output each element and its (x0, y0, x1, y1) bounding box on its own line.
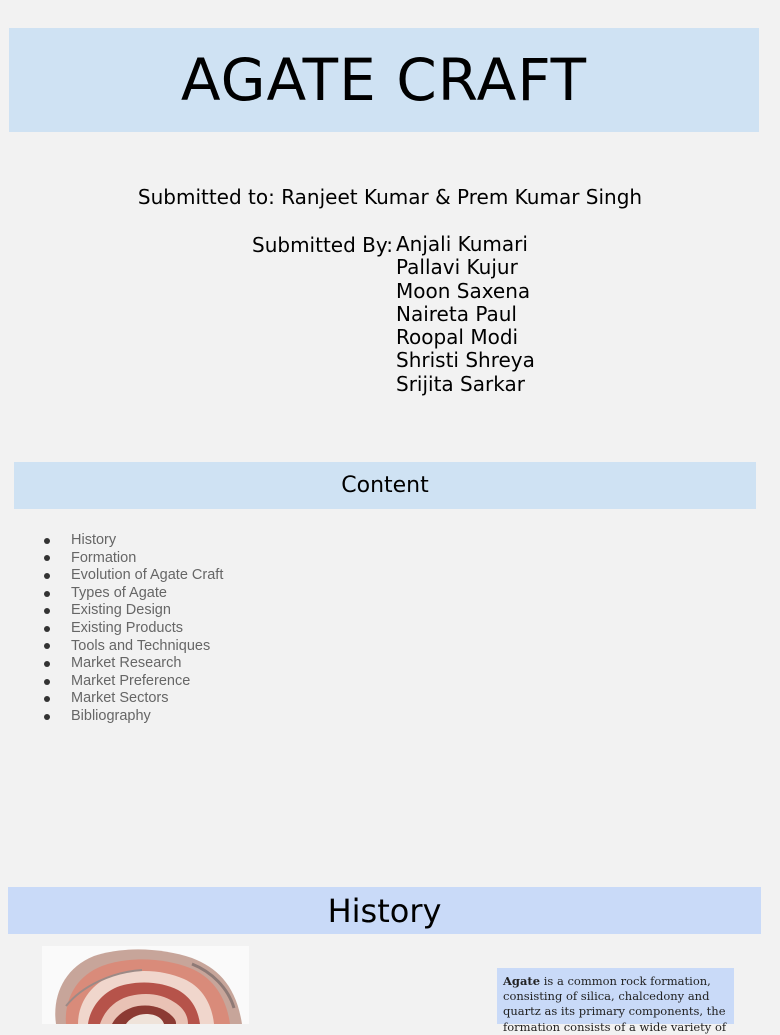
toc-item-label: Market Preference (71, 672, 191, 689)
bullet-icon (44, 573, 50, 579)
member-list (396, 233, 535, 396)
bullet-icon (44, 591, 50, 597)
agate-stone-illustration (42, 946, 249, 1024)
bullet-icon (44, 679, 50, 685)
toc-item-label: Existing Products (71, 619, 184, 636)
submitted-by-label: Submitted By: (252, 233, 393, 257)
agate-stone-image (42, 946, 249, 1024)
bullet-icon (44, 626, 50, 632)
history-text: is a common rock formation, consisting of silica, chalcedony and quartz as its primary components, the formation consists of a wide variety of (503, 974, 727, 1034)
toc-item-label: Tools and Techniques (71, 637, 211, 654)
history-paragraph (503, 974, 728, 1035)
toc-item (44, 602, 223, 620)
toc-item-label: Existing Design (71, 602, 171, 619)
bullet-icon (44, 714, 50, 720)
content-heading: Content (341, 473, 429, 498)
table-of-contents (44, 532, 223, 726)
bullet-icon (44, 538, 50, 544)
history-term: Agate (503, 974, 541, 988)
toc-item (44, 550, 223, 568)
title-band (9, 28, 759, 132)
history-heading: History (327, 891, 442, 930)
toc-item (44, 532, 223, 550)
toc-item-label: History (71, 532, 117, 548)
toc-item (44, 690, 223, 708)
member-name: Pallavi Kujur (396, 255, 518, 280)
bullet-icon (44, 696, 50, 702)
bullet-icon (44, 661, 50, 667)
toc-item (44, 708, 223, 726)
content-heading-band (14, 462, 756, 509)
toc-item (44, 673, 223, 691)
toc-item (44, 585, 223, 603)
member-name: Moon Saxena (396, 278, 531, 303)
bullet-icon (44, 643, 50, 649)
submitted-to: Submitted to: Ranjeet Kumar & Prem Kumar Singh (137, 185, 643, 209)
toc-item (44, 567, 223, 585)
toc-item-label: Types of Agate (71, 584, 167, 601)
toc-item (44, 620, 223, 638)
member-name: Shristi Shreya (396, 348, 535, 373)
history-heading-band (8, 887, 761, 934)
member-name: Srijita Sarkar (396, 371, 525, 396)
page-title: AGATE CRAFT (180, 46, 588, 114)
toc-item-label: Bibliography (71, 707, 151, 724)
bullet-icon (44, 555, 50, 561)
toc-item-label: Market Research (71, 655, 182, 672)
toc-item (44, 638, 223, 656)
history-description (497, 968, 734, 1034)
member-name: Roopal Modi (396, 325, 519, 350)
toc-item-label: Market Sectors (71, 690, 169, 707)
member-name: Naireta Paul (396, 301, 517, 326)
toc-item-label: Evolution of Agate Craft (71, 567, 224, 584)
toc-item (44, 655, 223, 673)
bullet-icon (44, 608, 50, 614)
member-name: Anjali Kumari (396, 232, 528, 256)
toc-item-label: Formation (71, 549, 137, 566)
